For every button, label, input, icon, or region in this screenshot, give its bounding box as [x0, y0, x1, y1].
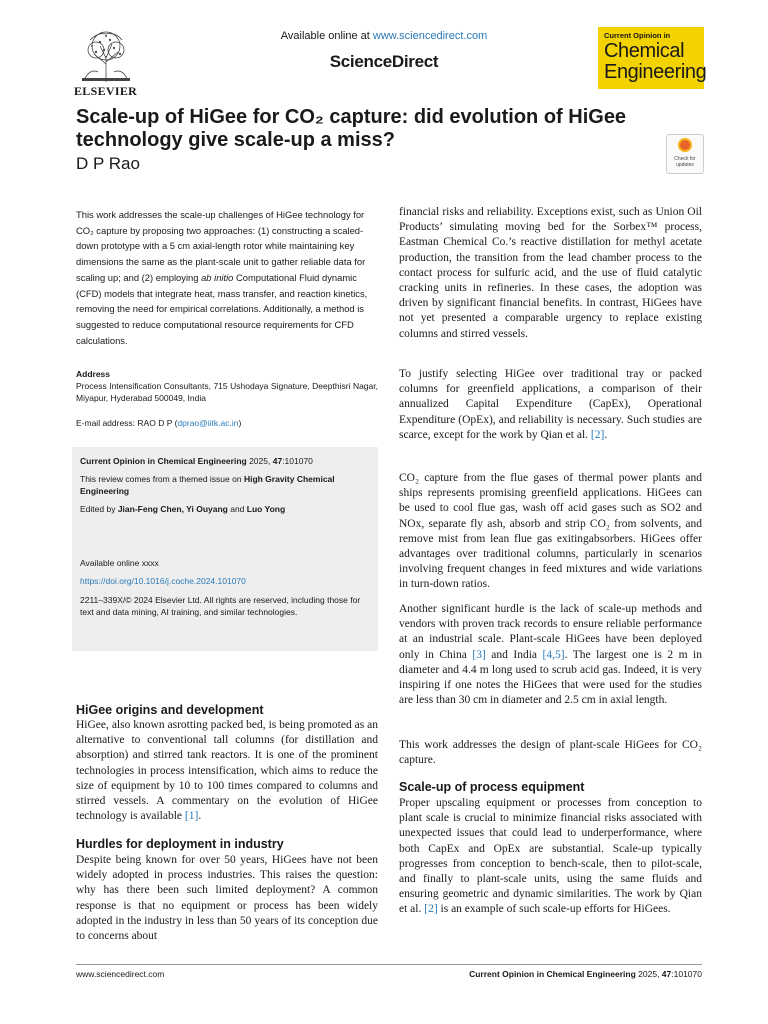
address-label: Address	[76, 369, 111, 379]
ref-4-5[interactable]: [4,5]	[542, 648, 565, 661]
info-editor-last: Luo Yong	[246, 504, 286, 514]
info-themed-topic: High Gravity Chemical Engineering	[80, 474, 335, 496]
paragraph-hurdle-scaleup	[399, 602, 702, 708]
abstract	[76, 207, 378, 348]
paragraph-this-work: This work addresses the design of plant-scale HiGees for CO₂ capture.	[399, 739, 702, 767]
ref-1[interactable]: [1]	[184, 810, 199, 823]
info-editors: Jian-Feng Chen, Yi Ouyang	[117, 504, 228, 514]
journal-logo	[598, 27, 707, 89]
info-editors-and: and	[227, 504, 247, 514]
address-text: Process Intensification Consultants, 715 Ushodaya Signature, Deepthisri Nagar, Miyapur, Hyderabad 500049, India	[76, 381, 378, 403]
sciencedirect-wordmark: ScienceDirect	[329, 52, 439, 71]
info-edited	[80, 504, 372, 516]
hurdle-text-c: . The largest one is 2 m in diameter and 4.4 m long used to scrub acid gas. Indeed, it is very inspiring if one notes the HiGees that were used for the studies are less than 30 cm in diameter and 2.5 cm in axial length.	[399, 648, 702, 707]
footer-url[interactable]: www.sciencedirect.com	[76, 969, 165, 979]
article-title: Scale-up of HiGee for CO₂ capture: did evolution of HiGee technology give scale-up a miss?	[76, 106, 627, 151]
abstract-part1: This work addresses the scale-up challenges of HiGee technology for CO₂ capture by proposing two approaches: (1) constructing a scaled-down prototype with a 5 cm axial-length rotor while maintaining key dimensions the same as the plant-scale unit to gather reliable data for scaling up; and (2) employing	[76, 209, 366, 283]
info-journal: Current Opinion in Chemical Engineering	[80, 456, 247, 466]
heading-scaleup: Scale-up of process equipment	[399, 780, 585, 794]
journal-logo-title	[604, 41, 706, 83]
info-themed-prefix: This review comes from a themed issue on	[80, 474, 244, 484]
article-info-box	[72, 447, 378, 651]
email-line	[76, 418, 378, 428]
paragraph-co2-capture: CO₂ capture from the flue gases of thermal power plants and ships represents promising greenfield applications. HiGees can be used to cool flue gas, wash off acid gases such as SO2 and NOx, separate fly ash, absorb and strip CO₂ from solvents, and remove mist from lean flue gas exitingabsorbers. HiGees offer advantages over traditional columns, particularly in scenarios involving frequent changes in feed mixtures and wide variations in turn-down ratios.	[399, 472, 702, 591]
paragraph-justify	[399, 367, 702, 443]
ref-3[interactable]: [3]	[472, 648, 486, 661]
journal-logo-small: Current Opinion in	[604, 31, 671, 40]
doi-link[interactable]: https://doi.org/10.1016/j.coche.2024.101070	[80, 576, 246, 586]
info-copyright: 2211–339X/© 2024 Elsevier Ltd. All rights are reserved, including those for text and data mining, AI training, and similar technologies.	[80, 595, 361, 617]
hurdle-text-a: Another significant hurdle is the lack of scale-up methods and vendors with proven track records to ensure reliable performance at an industrial scale. Plant-scale HiGees have been deployed only in China	[399, 603, 702, 661]
scaleup-text-b: is an example of such scale-up efforts for HiGees.	[437, 903, 671, 916]
paragraph-scaleup	[399, 796, 702, 918]
info-themed	[80, 474, 372, 497]
info-year: 2025,	[246, 456, 273, 466]
email-prefix: E-mail address: RAO D P (	[76, 418, 178, 428]
footer-citation	[469, 969, 702, 979]
elsevier-tree-logo	[76, 28, 136, 84]
info-citation	[80, 456, 372, 468]
journal-logo-line2: Engineering	[604, 61, 707, 83]
availability-prefix: Available online at	[280, 30, 373, 42]
info-volume: 47	[272, 456, 283, 466]
ref-2[interactable]: [2]	[590, 428, 605, 441]
hurdle-text-b: and India	[485, 648, 543, 661]
footer-year: 2025,	[635, 969, 662, 979]
scaleup-text-a: Proper upscaling equipment or processes from conception to plant scale is crucial to minimize financial risks associated with unexpected issues that could lead to underperformance, where both CapEx and OpEx are substantial. Scale-up typically progresses from conception to bench-scale, then to pilot-scale, and finally to plant-scale units, using the same fluids and ensuring geometric and dynamic similarities. The work by Qian et al.	[399, 797, 702, 916]
footer-journal: Current Opinion in Chemical Engineering	[469, 969, 636, 979]
origins-text-a: HiGee, also known asrotting packed bed, is being promoted as an alternative to conventional tall columns (for distillation and absorption) and stirred tank reactors. It is one of the prominent technologies in process intensification, which aims to reduce the size of equipment by 10 to 100 times compared to columns and stirred vessels. A commentary on the evolution of HiGee technology is available	[76, 719, 378, 823]
footer-article-no: :101070	[671, 969, 702, 979]
paragraph-origins	[76, 718, 378, 824]
heading-hurdles: Hurdles for deployment in industry	[76, 837, 284, 851]
justify-text-b: .	[604, 428, 608, 441]
abstract-part2: Computational Fluid dynamic (CFD) models that integrate heat, mass transfer, and reaction kinetics, removing the need for empirical correlations. Additionally, a method is suggested to reduce computational resource requirements for CFD calculations.	[76, 271, 368, 346]
check-updates-label: Check for updates	[674, 156, 696, 168]
abstract-italic: ab initio	[201, 271, 234, 283]
origins-text-b: .	[198, 810, 202, 823]
ref-2-b[interactable]: [2]	[424, 903, 438, 916]
info-edited-prefix: Edited by	[80, 504, 118, 514]
info-available: Available online xxxx	[80, 558, 159, 568]
check-updates-icon	[678, 138, 692, 152]
email-link[interactable]: dprao@iitk.ac.in	[177, 418, 239, 428]
footer-divider	[76, 964, 702, 965]
email-suffix: )	[238, 418, 242, 428]
journal-logo-line1: Chemical	[604, 40, 685, 62]
info-doi	[80, 576, 372, 588]
article-author: D P Rao	[76, 154, 140, 173]
paragraph-hurdles: Despite being known for over 50 years, HiGees have not been widely adopted in process industries. This raises the question: why has there been such limited deployment? A common response is that no equipment or process has been widely adopted in the industry in less than 50 years of its conception due to concerns about	[76, 854, 378, 943]
heading-origins: HiGee origins and development	[76, 703, 264, 717]
check-for-updates-button[interactable]	[666, 134, 704, 174]
elsevier-wordmark: ELSEVIER	[74, 84, 138, 98]
footer-volume: 47	[661, 969, 672, 979]
justify-text-a: To justify selecting HiGee over traditional tray or packed columns for greenfield applications, a comparison of their annualized Capital Expenditure (CapEx), Operational Expenditure (OpEx), and reliability is necessary. Such studies are scarce, except for the work by Qian et al.	[399, 368, 702, 441]
sciencedirect-link[interactable]: www.sciencedirect.com	[372, 30, 488, 42]
info-article-no: :101070	[282, 456, 313, 466]
paragraph-financial-risks: financial risks and reliability. Exceptions exist, such as Union Oil Products’ simulating moving bed for the Sorbex™ process, Eastman Chemical Co.’s reactive distillation for methyl acetate production, the transition from the lead chamber process to the contact process for sulfuric acid, and the use of fluid catalytic cracking units in refineries. In these cases, the adoption was driven by significant financial benefits. In contrast, HiGees have not yet presented a comparable urgency to replace existing columns and stirred vessels.	[399, 206, 702, 340]
